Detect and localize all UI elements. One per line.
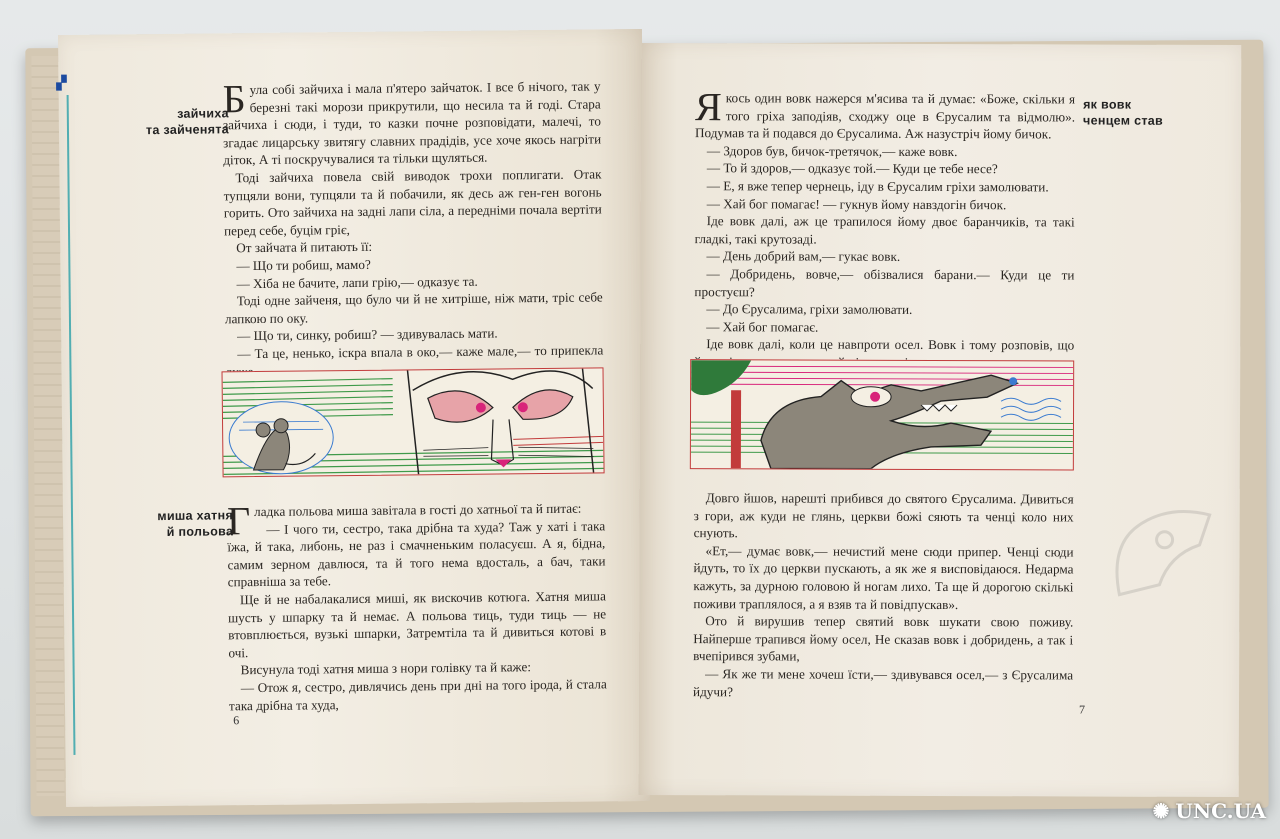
- teal-edge-line: [67, 95, 76, 755]
- dropcap: Я: [695, 84, 722, 130]
- dropcap: Б: [222, 76, 246, 122]
- page-number: 6: [233, 713, 240, 728]
- site-watermark: ✺ UNC.UA: [1152, 799, 1266, 823]
- left-page: [58, 29, 650, 807]
- story-text-wolf-bottom: Довго йшов, нарешті прибився до святого Єрусалима. Дивиться з гори, аж куди не глянь, церкви божі сяють та ченці коло них снують. «Ет,— думає вовк,— нечистий мене сюди припер. Ченці сюди йдуть, то їх до церкви пускають, а як же я висповідаюся. Недарма кажуть, за дурною головою й ногам лихо. Та ще й дорогою скількі поживи траплялося, а я взяв та й повідпускав». Ото й вирушив тепер святий вовк шукати свою поживу. Найперше трапився йому осел, Не сказав вовк і добридень, а так і вчепірився зубами, — Як же ти мене хочеш їсти,— здивувався осел,— з Єрусалима йдучи?: [693, 490, 1074, 699]
- dropcap: Г: [226, 498, 251, 544]
- edge-mark: ▞: [56, 74, 67, 91]
- story-title-wolf: як вовк ченцем став: [1083, 97, 1164, 128]
- story-text-mice: Гладка польова миша завітала в гості до хатньої та й питає: — І чого ти, сестро, така дрібна та худа? Таж у хаті і така їжа, й така, либонь, не раз і смачненьким поласуєш. А я, бідна, самим зерном давлюся, та й того нема вдосталь, а бач, таки справніша за тебе. Ще й не набалакалися миші, як вискочив котюга. Хатня миша шусть у шпарку та й немає. А польова тиць, туди тиць — не втовплюється, вузькі шпарки, Затремтіла та й дивиться котові в очі. Висунула тоді хатня миша з нори голівку та й каже: — Отож я, сестро, дивлячись день при дні на того ірода, й стала така дрібна та худа,: [226, 498, 607, 713]
- cat-mouse-illustration: [222, 367, 605, 477]
- story-title-hare: зайчиха та зайченята: [145, 106, 230, 138]
- story-text-wolf-top: Якось один вовк нажерся м'ясива та й думає: «Боже, скільки я того гріха заподіяв, сходжу оце в Єрусалим та відмолю». Подумав та й подався до Єрусалима. Аж назустріч йому бичок. — Здоров був, бичок-третячок,— каже вовк. — То й здоров,— одказує той.— Куди це тебе несе? — Е, я вже тепер чернець, іду в Єрусалим гріхи замолювати. — Хай бог помагає! — гукнув йому навздогін бичок. Іде вовк далі, аж це трапилося йому двоє баранчиків, та такі гладкі, такі крутозаді. — День добрий вам,— гукає вовк. — Добридень, вовче,— обізвалися барани.— Куди це ти простуєш? — До Єрусалима, гріхи замолювати. — Хай бог помагає. Іде вовк далі, коли це навпроти осел. Вовк і тому розповів, що: [694, 84, 1076, 353]
- sun-logo-icon: ✺: [1152, 799, 1170, 823]
- show-through-drawing: [1109, 485, 1219, 610]
- right-page: [639, 43, 1242, 797]
- story-text-hare: Була собі зайчиха і мала п'ятеро зайчаток. І все б нічого, так у березні такі морози прикрутили, що несила та й годі. Стара зайчиха і сюди, і туди, то казки почне розповідати, малечі, то згадає лицарську звитягу славних прадідів, усе хоче якось нагріти діток, А ті поскручувалися та тільки щуляться. Тоді зайчиха повела свій виводок трохи поплигати. Отак тупцяли вони, тупцяли та й побачили, як десь аж ген-ген вогонь горить. Ото зайчиха на задні лапи сіла, а передніми почала вертіти перед себе, буцім гріє, От зайчата й питають її: — Що ти робиш, мамо? — Хіба не бачите, лапи грію,— одказує та. Тоді одне зайченя, що було чи й не хитріше, ніж мати, тріс себе лапкою по оку. — Що ти, синку, робиш? — здивувалась мати. — Та це, ненько, іскра впала в око,— каже мале,— то припекла: [222, 76, 604, 362]
- page-number: 7: [1078, 702, 1086, 717]
- wolf-illustration: [690, 359, 1074, 470]
- story-title-mice: миша хатня й польова: [157, 508, 234, 539]
